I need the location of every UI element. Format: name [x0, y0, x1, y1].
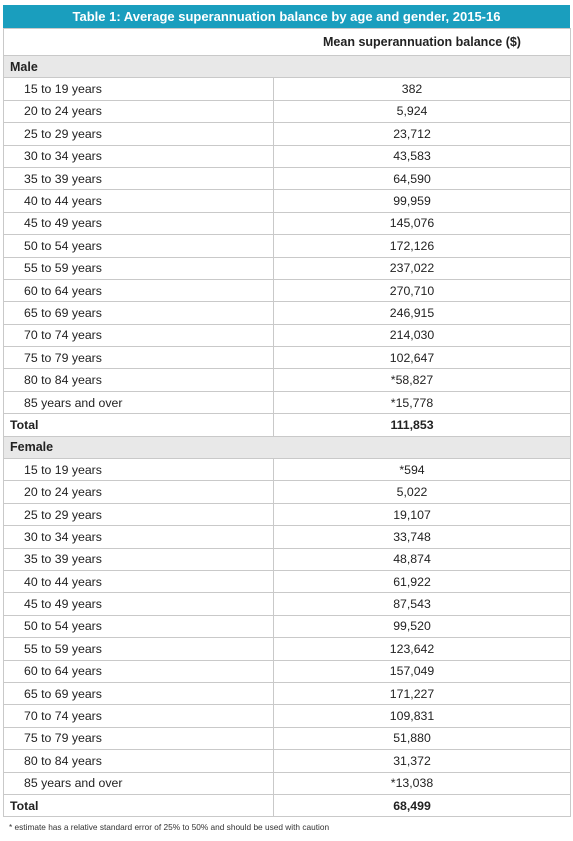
balance-value: 172,126 — [274, 235, 571, 257]
total-label: Total — [4, 414, 274, 436]
total-value: 68,499 — [274, 794, 571, 816]
table-title: Table 1: Average superannuation balance by age and gender, 2015-16 — [3, 5, 570, 28]
age-group-label: 75 to 79 years — [4, 347, 274, 369]
age-group-label: 20 to 24 years — [4, 481, 274, 503]
balance-value: 23,712 — [274, 123, 571, 145]
balance-value: 145,076 — [274, 212, 571, 234]
age-group-label: 45 to 49 years — [4, 593, 274, 615]
section-header-row — [4, 56, 571, 78]
balance-value: 64,590 — [274, 167, 571, 189]
age-group-label: 45 to 49 years — [4, 212, 274, 234]
table-row — [4, 750, 571, 772]
balance-value: 33,748 — [274, 526, 571, 548]
balance-value: 31,372 — [274, 750, 571, 772]
table-row — [4, 526, 571, 548]
balance-value: 123,642 — [274, 638, 571, 660]
table-row — [4, 78, 571, 100]
section-header: Female — [4, 436, 571, 458]
age-group-label: 30 to 34 years — [4, 145, 274, 167]
table-row — [4, 347, 571, 369]
table-row — [4, 100, 571, 122]
age-group-label: 55 to 59 years — [4, 257, 274, 279]
age-group-label: 55 to 59 years — [4, 638, 274, 660]
table-row — [4, 615, 571, 637]
section-header-row — [4, 436, 571, 458]
table-row — [4, 727, 571, 749]
age-group-label: 25 to 29 years — [4, 503, 274, 525]
balance-value: *15,778 — [274, 391, 571, 413]
age-group-label: 65 to 69 years — [4, 682, 274, 704]
age-group-label: 60 to 64 years — [4, 660, 274, 682]
balance-value: 61,922 — [274, 570, 571, 592]
section-header: Male — [4, 56, 571, 78]
age-group-label: 85 years and over — [4, 772, 274, 794]
table-row — [4, 123, 571, 145]
age-group-label: 50 to 54 years — [4, 235, 274, 257]
table-row — [4, 391, 571, 413]
table-row — [4, 190, 571, 212]
table-row — [4, 682, 571, 704]
age-group-label: 70 to 74 years — [4, 324, 274, 346]
balance-value: 382 — [274, 78, 571, 100]
age-group-label: 40 to 44 years — [4, 570, 274, 592]
age-group-label: 15 to 19 years — [4, 78, 274, 100]
total-value: 111,853 — [274, 414, 571, 436]
balance-value: *594 — [274, 459, 571, 481]
table-row — [4, 638, 571, 660]
balance-value: 51,880 — [274, 727, 571, 749]
total-label: Total — [4, 794, 274, 816]
table-row — [4, 324, 571, 346]
table-row — [4, 503, 571, 525]
age-group-label: 80 to 84 years — [4, 369, 274, 391]
table-row — [4, 481, 571, 503]
footnote: * estimate has a relative standard error of 25% to 50% and should be used with caution — [9, 822, 330, 833]
age-group-label: 25 to 29 years — [4, 123, 274, 145]
balance-value: 99,520 — [274, 615, 571, 637]
table-row — [4, 369, 571, 391]
balance-value: *58,827 — [274, 369, 571, 391]
column-header-row — [4, 29, 571, 56]
table-row — [4, 459, 571, 481]
table-row — [4, 548, 571, 570]
age-group-label: 70 to 74 years — [4, 705, 274, 727]
table-row — [4, 705, 571, 727]
table-row — [4, 772, 571, 794]
balance-value: 19,107 — [274, 503, 571, 525]
age-group-label: 30 to 34 years — [4, 526, 274, 548]
balance-value: 270,710 — [274, 279, 571, 301]
table-row — [4, 279, 571, 301]
balance-value: 43,583 — [274, 145, 571, 167]
table-row — [4, 257, 571, 279]
balance-value: 102,647 — [274, 347, 571, 369]
total-row — [4, 414, 571, 436]
age-group-label: 40 to 44 years — [4, 190, 274, 212]
age-group-label: 65 to 69 years — [4, 302, 274, 324]
superannuation-table — [3, 28, 571, 817]
age-group-label: 75 to 79 years — [4, 727, 274, 749]
balance-value: 214,030 — [274, 324, 571, 346]
column-header: Mean superannuation balance ($) — [4, 29, 571, 56]
balance-value: 5,924 — [274, 100, 571, 122]
age-group-label: 60 to 64 years — [4, 279, 274, 301]
total-row — [4, 794, 571, 816]
balance-value: 109,831 — [274, 705, 571, 727]
table-row — [4, 212, 571, 234]
balance-value: 237,022 — [274, 257, 571, 279]
balance-value: 246,915 — [274, 302, 571, 324]
table-row — [4, 167, 571, 189]
age-group-label: 35 to 39 years — [4, 548, 274, 570]
table-row — [4, 145, 571, 167]
balance-value: 157,049 — [274, 660, 571, 682]
table-row — [4, 302, 571, 324]
table-row — [4, 660, 571, 682]
age-group-label: 85 years and over — [4, 391, 274, 413]
balance-value: *13,038 — [274, 772, 571, 794]
age-group-label: 20 to 24 years — [4, 100, 274, 122]
balance-value: 48,874 — [274, 548, 571, 570]
balance-value: 171,227 — [274, 682, 571, 704]
table-container — [3, 5, 570, 832]
balance-value: 99,959 — [274, 190, 571, 212]
age-group-label: 15 to 19 years — [4, 459, 274, 481]
age-group-label: 80 to 84 years — [4, 750, 274, 772]
table-row — [4, 593, 571, 615]
table-row — [4, 235, 571, 257]
age-group-label: 35 to 39 years — [4, 167, 274, 189]
age-group-label: 50 to 54 years — [4, 615, 274, 637]
table-row — [4, 570, 571, 592]
balance-value: 5,022 — [274, 481, 571, 503]
balance-value: 87,543 — [274, 593, 571, 615]
